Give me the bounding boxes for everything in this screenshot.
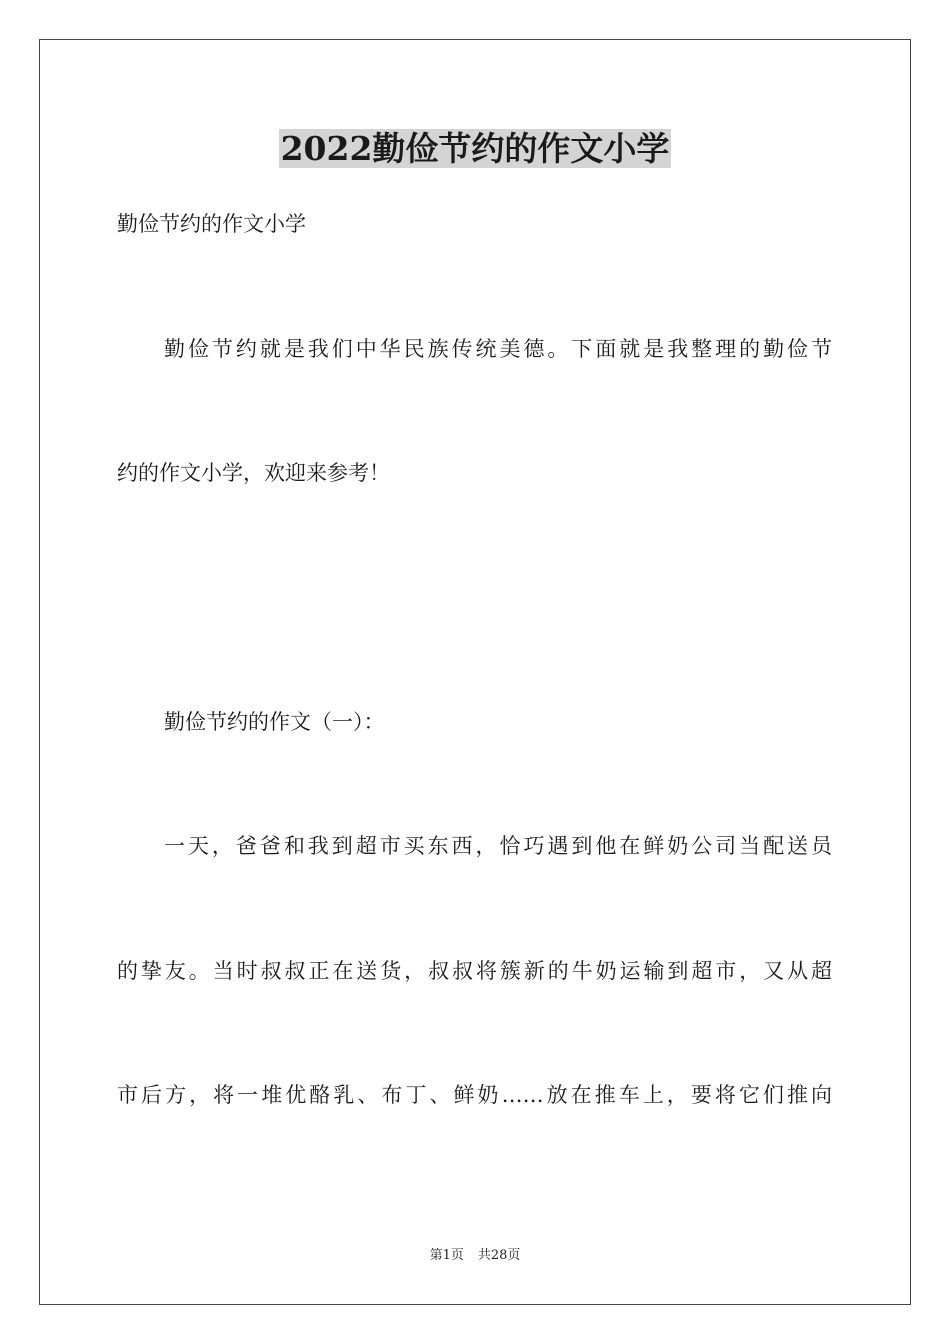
subtitle-line: 勤俭节约的作文小学 (117, 212, 306, 236)
page-footer (0, 1247, 950, 1265)
page-total: 共28页 (477, 1248, 521, 1263)
body-paragraph-line-3: 市后方，将一堆优酪乳、布丁、鲜奶……放在推车上，要将它们推向 (117, 1083, 832, 1107)
body-paragraph-line-2: 的挚友。当时叔叔正在送货，叔叔将簇新的牛奶运输到超市，又从超 (117, 959, 832, 983)
page-number: 第1页 (429, 1248, 464, 1263)
body-paragraph-line-1: 一天，爸爸和我到超市买东西，恰巧遇到他在鲜奶公司当配送员 (164, 834, 832, 858)
document-title (0, 128, 950, 170)
intro-paragraph-line-1: 勤俭节约就是我们中华民族传统美德。下面就是我整理的勤俭节 (164, 337, 832, 361)
intro-paragraph-line-2: 约的作文小学，欢迎来参考！ (117, 461, 390, 485)
document-title-text: 2022勤俭节约的作文小学 (280, 129, 670, 168)
section-heading: 勤俭节约的作文（一）： (164, 710, 385, 734)
